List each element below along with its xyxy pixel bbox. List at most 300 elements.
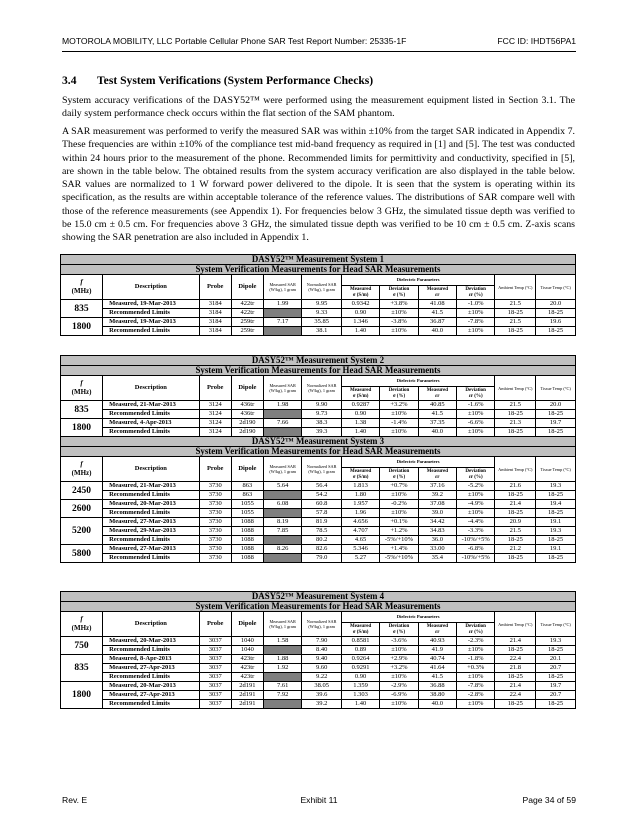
eps-deviation-cell: -2.3% (457, 637, 495, 646)
measured-sigma-cell: 0.9342 (341, 300, 379, 309)
measured-eps-cell: 41.5 (418, 673, 456, 682)
measured-eps-cell: 34.83 (418, 527, 456, 536)
description-cell (103, 318, 200, 327)
measured-eps-cell: 41.9 (418, 646, 456, 655)
header-divider (62, 51, 576, 52)
description-cell (103, 419, 200, 428)
description-cell (103, 309, 200, 318)
sigma-deviation-cell: ±10% (380, 509, 418, 518)
system-1-table (60, 254, 576, 336)
frequency-cell: 2450 (61, 482, 103, 500)
frequency-symbol: f (80, 278, 83, 286)
measured-sigma-cell: 0.90 (341, 309, 379, 318)
measured-sigma-cell: 1.359 (341, 682, 379, 691)
table-row (61, 655, 576, 664)
measured-sigma-header (341, 387, 379, 401)
description-cell (103, 527, 200, 536)
deviation-sigma-header (380, 286, 418, 300)
description-cell (103, 664, 200, 673)
paragraph-system-accuracy: System accuracy verifications of the DASY52™ were performed using the measurement equipment listed in Section 3.1. The daily system performance check occurs within the flat section of the SAM phantom. (62, 95, 575, 120)
description-cell (103, 327, 200, 336)
sigma-deviation-cell: -3.8% (380, 318, 418, 327)
table-row (61, 527, 576, 536)
measured-eps-cell: 41.5 (418, 309, 456, 318)
ambient-temp-cell: 21.6 (495, 482, 536, 491)
ambient-temp-cell: 18-25 (495, 700, 536, 709)
ambient-temp-cell: 18-25 (495, 646, 536, 655)
probe-cell: 3037 (199, 664, 231, 673)
description-text: Measured, 20-Mar-2013 (109, 637, 176, 644)
sigma-unit: σ (S/m) (352, 629, 369, 635)
eps-deviation-cell: ±10% (457, 509, 495, 518)
sigma-deviation-cell: ±10% (380, 646, 418, 655)
dipole-cell: 436tr (231, 410, 263, 419)
eps-deviation-cell: -6.8% (457, 545, 495, 554)
dipole-cell: 2d190 (231, 428, 263, 437)
measured-sar-cell: 8.26 (263, 545, 301, 554)
ambient-temp-header: Ambient Temp (°C) (495, 457, 536, 482)
measured-sar-cell (263, 309, 301, 318)
frequency-header (61, 612, 103, 637)
dipole-header: Dipole (231, 376, 263, 401)
measured-label: Measured (349, 387, 372, 393)
tissue-temp-cell: 19.4 (536, 500, 576, 509)
dipole-cell: 423tr (231, 655, 263, 664)
tissue-temp-cell: 19.1 (536, 545, 576, 554)
eps-deviation-cell: -1.8% (457, 655, 495, 664)
probe-cell: 3037 (199, 655, 231, 664)
description-text: Measured, 27-Mar-2013 (109, 518, 176, 525)
ambient-temp-cell: 18-25 (495, 327, 536, 336)
description-cell (103, 655, 200, 664)
eps-deviation-cell: ±10% (457, 428, 495, 437)
dielectric-parameters-header: Dielectric Parameters (341, 275, 494, 286)
ambient-temp-cell: 18-25 (495, 410, 536, 419)
eps-deviation-cell: -4.4% (457, 518, 495, 527)
tissue-temp-cell: 18-25 (536, 646, 576, 655)
description-cell (103, 554, 200, 563)
measured-sigma-cell: 1.96 (341, 509, 379, 518)
measured-sar-cell: 8.19 (263, 518, 301, 527)
description-text: Recommended Limits (109, 554, 170, 561)
sigma-deviation-cell: -5%/+10% (380, 554, 418, 563)
dielectric-parameters-header: Dielectric Parameters (341, 457, 494, 468)
measured-sigma-cell: 4.65 (341, 536, 379, 545)
normalized-sar-cell: 9.73 (302, 410, 342, 419)
measured-sigma-cell: 5.27 (341, 554, 379, 563)
description-text: Measured, 20-Mar-2013 (109, 682, 176, 689)
probe-cell: 3730 (199, 527, 231, 536)
probe-cell: 3037 (199, 646, 231, 655)
sigma-deviation-cell: ±10% (380, 428, 418, 437)
measured-sigma-cell: 4.707 (341, 527, 379, 536)
frequency-symbol: f (80, 379, 83, 387)
description-cell (103, 682, 200, 691)
description-text: Measured, 8-Apr-2013 (109, 655, 172, 662)
ambient-temp-cell: 21.4 (495, 637, 536, 646)
tissue-temp-header: Tissue Temp (°C) (536, 612, 576, 637)
tissue-temp-cell: 19.7 (536, 419, 576, 428)
sigma-deviation-cell: ±10% (380, 410, 418, 419)
sigma-deviation-cell: +2.9% (380, 655, 418, 664)
description-text: Recommended Limits (109, 509, 170, 516)
eps-deviation-cell: -7.8% (457, 682, 495, 691)
measured-sar-cell: 5.64 (263, 482, 301, 491)
frequency-cell: 750 (61, 637, 103, 655)
measured-sar-header: Measured SAR (W/kg), 1 gram (263, 457, 301, 482)
eps-deviation-unit: εr (%) (468, 474, 483, 480)
tissue-temp-cell: 18-25 (536, 327, 576, 336)
probe-cell: 3124 (199, 401, 231, 410)
frequency-symbol: f (80, 615, 83, 623)
sigma-deviation-cell: +3.2% (380, 401, 418, 410)
tissue-temp-cell: 19.6 (536, 318, 576, 327)
measured-sigma-cell: 1.40 (341, 428, 379, 437)
measured-sar-cell (263, 410, 301, 419)
description-text: Recommended Limits (109, 428, 170, 435)
normalized-sar-cell: 7.90 (302, 637, 342, 646)
measured-label: Measured (426, 623, 448, 629)
table-row (61, 509, 576, 518)
description-cell (103, 410, 200, 419)
ambient-temp-cell: 21.2 (495, 545, 536, 554)
measured-eps-cell: 40.93 (418, 637, 456, 646)
measured-sar-cell (263, 700, 301, 709)
dipole-cell: 1055 (231, 500, 263, 509)
dipole-cell: 1040 (231, 646, 263, 655)
paragraph-sar-measurement: A SAR measurement was performed to verify the measured SAR was within ±10% from the target SAR indicated in Appendix 7. These frequencies are within ±10% of the compliance test mid-band frequency as required in [1] and [5]. The test was conducted within 24 hours prior to the measurement of the phone. Recommended limits for permittivity and conductivity, specified in [5], are shown in the table below. The obtained results from the system accuracy verification are also displayed in the table below. SAR values are normalized to 1 W forward power delivered to the dipole. It is seen that the system is operating within its specification, as the results are within acceptable tolerance of the reference values. The distributions of SAR compare well with those of the reference measurements (see Appendix 1). For frequencies below 3 GHz, the simulated tissue depth was verified to be 15.0 cm ± 0.5 cm. For frequencies above 3 GHz, the simulated tissue depth was verified to be 10 cm ± 0.5 cm. Z-axis scans showing the SAR penetration are also included in Appendix 1. (62, 126, 575, 244)
tissue-temp-cell: 20.7 (536, 664, 576, 673)
probe-cell: 3037 (199, 700, 231, 709)
measured-sar-cell: 1.92 (263, 664, 301, 673)
deviation-eps-header (457, 468, 495, 482)
frequency-cell: 835 (61, 300, 103, 318)
measured-label: Measured (349, 468, 372, 474)
dipole-cell: 1055 (231, 509, 263, 518)
table-row (61, 646, 576, 655)
table-row (61, 700, 576, 709)
description-text: Recommended Limits (109, 327, 170, 334)
measured-sar-cell (263, 509, 301, 518)
dielectric-parameters-header: Dielectric Parameters (341, 612, 494, 623)
eps-deviation-cell: ±10% (457, 646, 495, 655)
deviation-eps-header (457, 387, 495, 401)
normalized-sar-cell: 35.85 (302, 318, 342, 327)
measured-sigma-cell: 4.656 (341, 518, 379, 527)
description-cell (103, 700, 200, 709)
eps-deviation-cell: -10%/+5% (457, 554, 495, 563)
dipole-cell: 2d190 (231, 419, 263, 428)
ambient-temp-cell: 21.5 (495, 401, 536, 410)
description-header: Description (103, 612, 200, 637)
measured-eps-cell: 41.5 (418, 410, 456, 419)
eps-deviation-unit: εr (%) (468, 292, 483, 298)
sigma-deviation-cell: ±10% (380, 327, 418, 336)
frequency-cell: 5200 (61, 518, 103, 545)
measured-sar-cell: 7.85 (263, 527, 301, 536)
normalized-sar-cell: 80.2 (302, 536, 342, 545)
ambient-temp-cell: 22.4 (495, 655, 536, 664)
tissue-temp-cell: 18-25 (536, 428, 576, 437)
table-row (61, 318, 576, 327)
description-cell (103, 509, 200, 518)
measured-sar-cell: 1.98 (263, 401, 301, 410)
measured-sar-cell: 7.17 (263, 318, 301, 327)
ambient-temp-cell: 21.8 (495, 664, 536, 673)
measured-sigma-cell: 1.303 (341, 691, 379, 700)
frequency-header (61, 275, 103, 300)
dipole-cell: 863 (231, 482, 263, 491)
description-cell (103, 518, 200, 527)
measured-sar-cell: 6.08 (263, 500, 301, 509)
normalized-sar-cell: 39.3 (302, 428, 342, 437)
normalized-sar-cell: 9.60 (302, 664, 342, 673)
dipole-cell: 1088 (231, 545, 263, 554)
measured-sigma-cell: 0.9291 (341, 664, 379, 673)
dipole-cell: 2d191 (231, 700, 263, 709)
frequency-header (61, 376, 103, 401)
deviation-label: Deviation (388, 286, 410, 292)
deviation-label: Deviation (465, 387, 486, 393)
normalized-sar-cell: 56.4 (302, 482, 342, 491)
table-row (61, 300, 576, 309)
table-row (61, 673, 576, 682)
frequency-cell: 2600 (61, 500, 103, 518)
ambient-temp-cell: 18-25 (495, 428, 536, 437)
eps-symbol: εr (435, 474, 440, 480)
probe-cell: 3124 (199, 428, 231, 437)
dipole-cell: 2d191 (231, 691, 263, 700)
system-3-table (60, 436, 576, 563)
dipole-cell: 1040 (231, 637, 263, 646)
eps-deviation-cell: ±10% (457, 309, 495, 318)
description-text: Measured, 29-Mar-2013 (109, 527, 176, 534)
tissue-temp-cell: 18-25 (536, 509, 576, 518)
probe-cell: 3730 (199, 518, 231, 527)
sigma-deviation-cell: -5%/+10% (380, 536, 418, 545)
description-cell (103, 691, 200, 700)
description-cell (103, 673, 200, 682)
ambient-temp-cell: 18-25 (495, 309, 536, 318)
ambient-temp-cell: 21.3 (495, 419, 536, 428)
sigma-deviation-unit: σ (%) (392, 629, 406, 635)
description-cell (103, 300, 200, 309)
system-subtitle: System Verification Measurements for Head SAR Measurements (61, 447, 576, 457)
normalized-sar-cell: 9.95 (302, 300, 342, 309)
system-subtitle: System Verification Measurements for Head SAR Measurements (61, 602, 576, 612)
footer-page-number: Page 34 of 59 (522, 795, 576, 805)
probe-cell: 3730 (199, 545, 231, 554)
table-row (61, 691, 576, 700)
measured-sigma-cell: 0.8581 (341, 637, 379, 646)
measured-sar-header: Measured SAR (W/kg), 1 gram (263, 275, 301, 300)
measured-sigma-cell: 5.346 (341, 545, 379, 554)
description-text: Measured, 27-Apr-2013 (109, 691, 175, 698)
system-title: DASY52™ Measurement System 2 (61, 356, 576, 366)
tissue-temp-cell: 19.3 (536, 482, 576, 491)
measured-sar-cell: 1.88 (263, 655, 301, 664)
dipole-cell: 863 (231, 491, 263, 500)
measured-eps-header (418, 286, 456, 300)
ambient-temp-cell: 21.5 (495, 527, 536, 536)
sigma-deviation-unit: σ (%) (392, 393, 406, 399)
tissue-temp-header: Tissue Temp (°C) (536, 275, 576, 300)
measured-eps-cell: 40.85 (418, 401, 456, 410)
description-cell (103, 401, 200, 410)
sigma-deviation-cell: +3.2% (380, 664, 418, 673)
eps-symbol: εr (435, 292, 440, 298)
measured-label: Measured (426, 286, 448, 292)
eps-deviation-cell: +0.3% (457, 664, 495, 673)
description-header: Description (103, 457, 200, 482)
description-text: Measured, 19-Mar-2013 (109, 318, 176, 325)
sigma-deviation-cell: -2.9% (380, 682, 418, 691)
ambient-temp-cell: 18-25 (495, 509, 536, 518)
eps-deviation-unit: εr (%) (468, 629, 483, 635)
measured-eps-cell: 40.0 (418, 700, 456, 709)
description-text: Recommended Limits (109, 646, 170, 653)
measured-sigma-header (341, 286, 379, 300)
probe-cell: 3037 (199, 691, 231, 700)
eps-deviation-cell: ±10% (457, 700, 495, 709)
dipole-cell: 259tr (231, 327, 263, 336)
measured-eps-cell: 40.0 (418, 327, 456, 336)
measured-eps-header (418, 623, 456, 637)
tissue-temp-cell: 18-25 (536, 491, 576, 500)
section-heading (62, 74, 373, 87)
deviation-label: Deviation (388, 387, 410, 393)
table-row (61, 545, 576, 554)
tissue-temp-cell: 18-25 (536, 554, 576, 563)
table-row (61, 518, 576, 527)
measured-eps-cell: 37.35 (418, 419, 456, 428)
eps-deviation-cell: -1.6% (457, 401, 495, 410)
measured-eps-cell: 39.2 (418, 491, 456, 500)
dipole-cell: 259tr (231, 318, 263, 327)
measured-sar-cell: 7.61 (263, 682, 301, 691)
measured-sigma-cell: 0.89 (341, 646, 379, 655)
description-header: Description (103, 275, 200, 300)
tissue-temp-header: Tissue Temp (°C) (536, 457, 576, 482)
tissue-temp-cell: 19.7 (536, 682, 576, 691)
dipole-cell: 423tr (231, 664, 263, 673)
probe-cell: 3184 (199, 300, 231, 309)
tissue-temp-cell: 20.7 (536, 691, 576, 700)
normalized-sar-cell: 79.0 (302, 554, 342, 563)
deviation-label: Deviation (388, 623, 410, 629)
normalized-sar-cell: 38.05 (302, 682, 342, 691)
description-text: Recommended Limits (109, 673, 170, 680)
measured-eps-cell: 37.16 (418, 482, 456, 491)
eps-deviation-cell: -1.0% (457, 300, 495, 309)
eps-deviation-cell: -3.3% (457, 527, 495, 536)
ambient-temp-cell: 21.5 (495, 318, 536, 327)
probe-cell: 3730 (199, 509, 231, 518)
system-title: DASY52™ Measurement System 1 (61, 255, 576, 265)
footer-exhibit: Exhibit 11 (300, 795, 338, 805)
eps-deviation-cell: -6.6% (457, 419, 495, 428)
measured-sigma-cell: 1.38 (341, 419, 379, 428)
measured-sigma-cell: 0.9264 (341, 655, 379, 664)
probe-cell: 3037 (199, 637, 231, 646)
tissue-temp-cell: 18-25 (536, 410, 576, 419)
normalized-sar-cell: 54.2 (302, 491, 342, 500)
probe-cell: 3184 (199, 327, 231, 336)
probe-cell: 3184 (199, 309, 231, 318)
measured-eps-cell: 39.0 (418, 509, 456, 518)
ambient-temp-header: Ambient Temp (°C) (495, 376, 536, 401)
measured-sigma-cell: 0.90 (341, 410, 379, 419)
probe-header: Probe (199, 457, 231, 482)
description-text: Recommended Limits (109, 410, 170, 417)
tissue-temp-cell: 20.1 (536, 655, 576, 664)
eps-deviation-cell: -7.8% (457, 318, 495, 327)
description-text: Measured, 4-Apr-2013 (109, 419, 172, 426)
measured-label: Measured (426, 468, 448, 474)
table-row (61, 482, 576, 491)
sigma-deviation-cell: -1.4% (380, 419, 418, 428)
measured-label: Measured (426, 387, 448, 393)
normalized-sar-cell: 39.6 (302, 691, 342, 700)
eps-deviation-cell: -5.2% (457, 482, 495, 491)
system-subtitle: System Verification Measurements for Head SAR Measurements (61, 366, 576, 376)
measured-sar-cell: 1.58 (263, 637, 301, 646)
dipole-cell: 1088 (231, 527, 263, 536)
tissue-temp-cell: 18-25 (536, 700, 576, 709)
sigma-deviation-cell: ±10% (380, 491, 418, 500)
probe-cell: 3730 (199, 500, 231, 509)
ambient-temp-header: Ambient Temp (°C) (495, 275, 536, 300)
ambient-temp-cell: 20.9 (495, 518, 536, 527)
ambient-temp-cell: 21.4 (495, 500, 536, 509)
measured-eps-cell: 41.08 (418, 300, 456, 309)
measured-eps-cell: 40.0 (418, 428, 456, 437)
measured-eps-cell: 35.4 (418, 554, 456, 563)
tissue-temp-header: Tissue Temp (°C) (536, 376, 576, 401)
probe-cell: 3037 (199, 682, 231, 691)
probe-cell: 3124 (199, 410, 231, 419)
page-header (62, 36, 576, 50)
eps-deviation-cell: ±10% (457, 327, 495, 336)
description-cell (103, 536, 200, 545)
ambient-temp-cell: 22.4 (495, 691, 536, 700)
sigma-deviation-cell: +1.4% (380, 545, 418, 554)
sigma-deviation-cell: +0.1% (380, 518, 418, 527)
measured-sigma-cell: 1.40 (341, 700, 379, 709)
table-row (61, 327, 576, 336)
measured-eps-cell: 36.87 (418, 318, 456, 327)
probe-cell: 3037 (199, 673, 231, 682)
table-row (61, 410, 576, 419)
deviation-sigma-header (380, 468, 418, 482)
sigma-deviation-unit: σ (%) (392, 474, 406, 480)
measured-sigma-cell: 1.346 (341, 318, 379, 327)
probe-cell: 3730 (199, 536, 231, 545)
measured-eps-cell: 36.88 (418, 682, 456, 691)
eps-deviation-cell: ±10% (457, 673, 495, 682)
frequency-cell: 5800 (61, 545, 103, 563)
section-title: Test System Verifications (System Performance Checks) (97, 74, 374, 87)
description-text: Recommended Limits (109, 700, 170, 707)
frequency-cell: 1800 (61, 682, 103, 709)
normalized-sar-cell: 78.5 (302, 527, 342, 536)
measured-sar-cell: 7.92 (263, 691, 301, 700)
measured-sar-header: Measured SAR (W/kg), 1 gram (263, 376, 301, 401)
normalized-sar-header: Normalized SAR (W/kg), 1 gram (302, 275, 342, 300)
description-text: Measured, 21-Mar-2013 (109, 401, 176, 408)
measured-sigma-cell: 1.957 (341, 500, 379, 509)
table-row (61, 664, 576, 673)
